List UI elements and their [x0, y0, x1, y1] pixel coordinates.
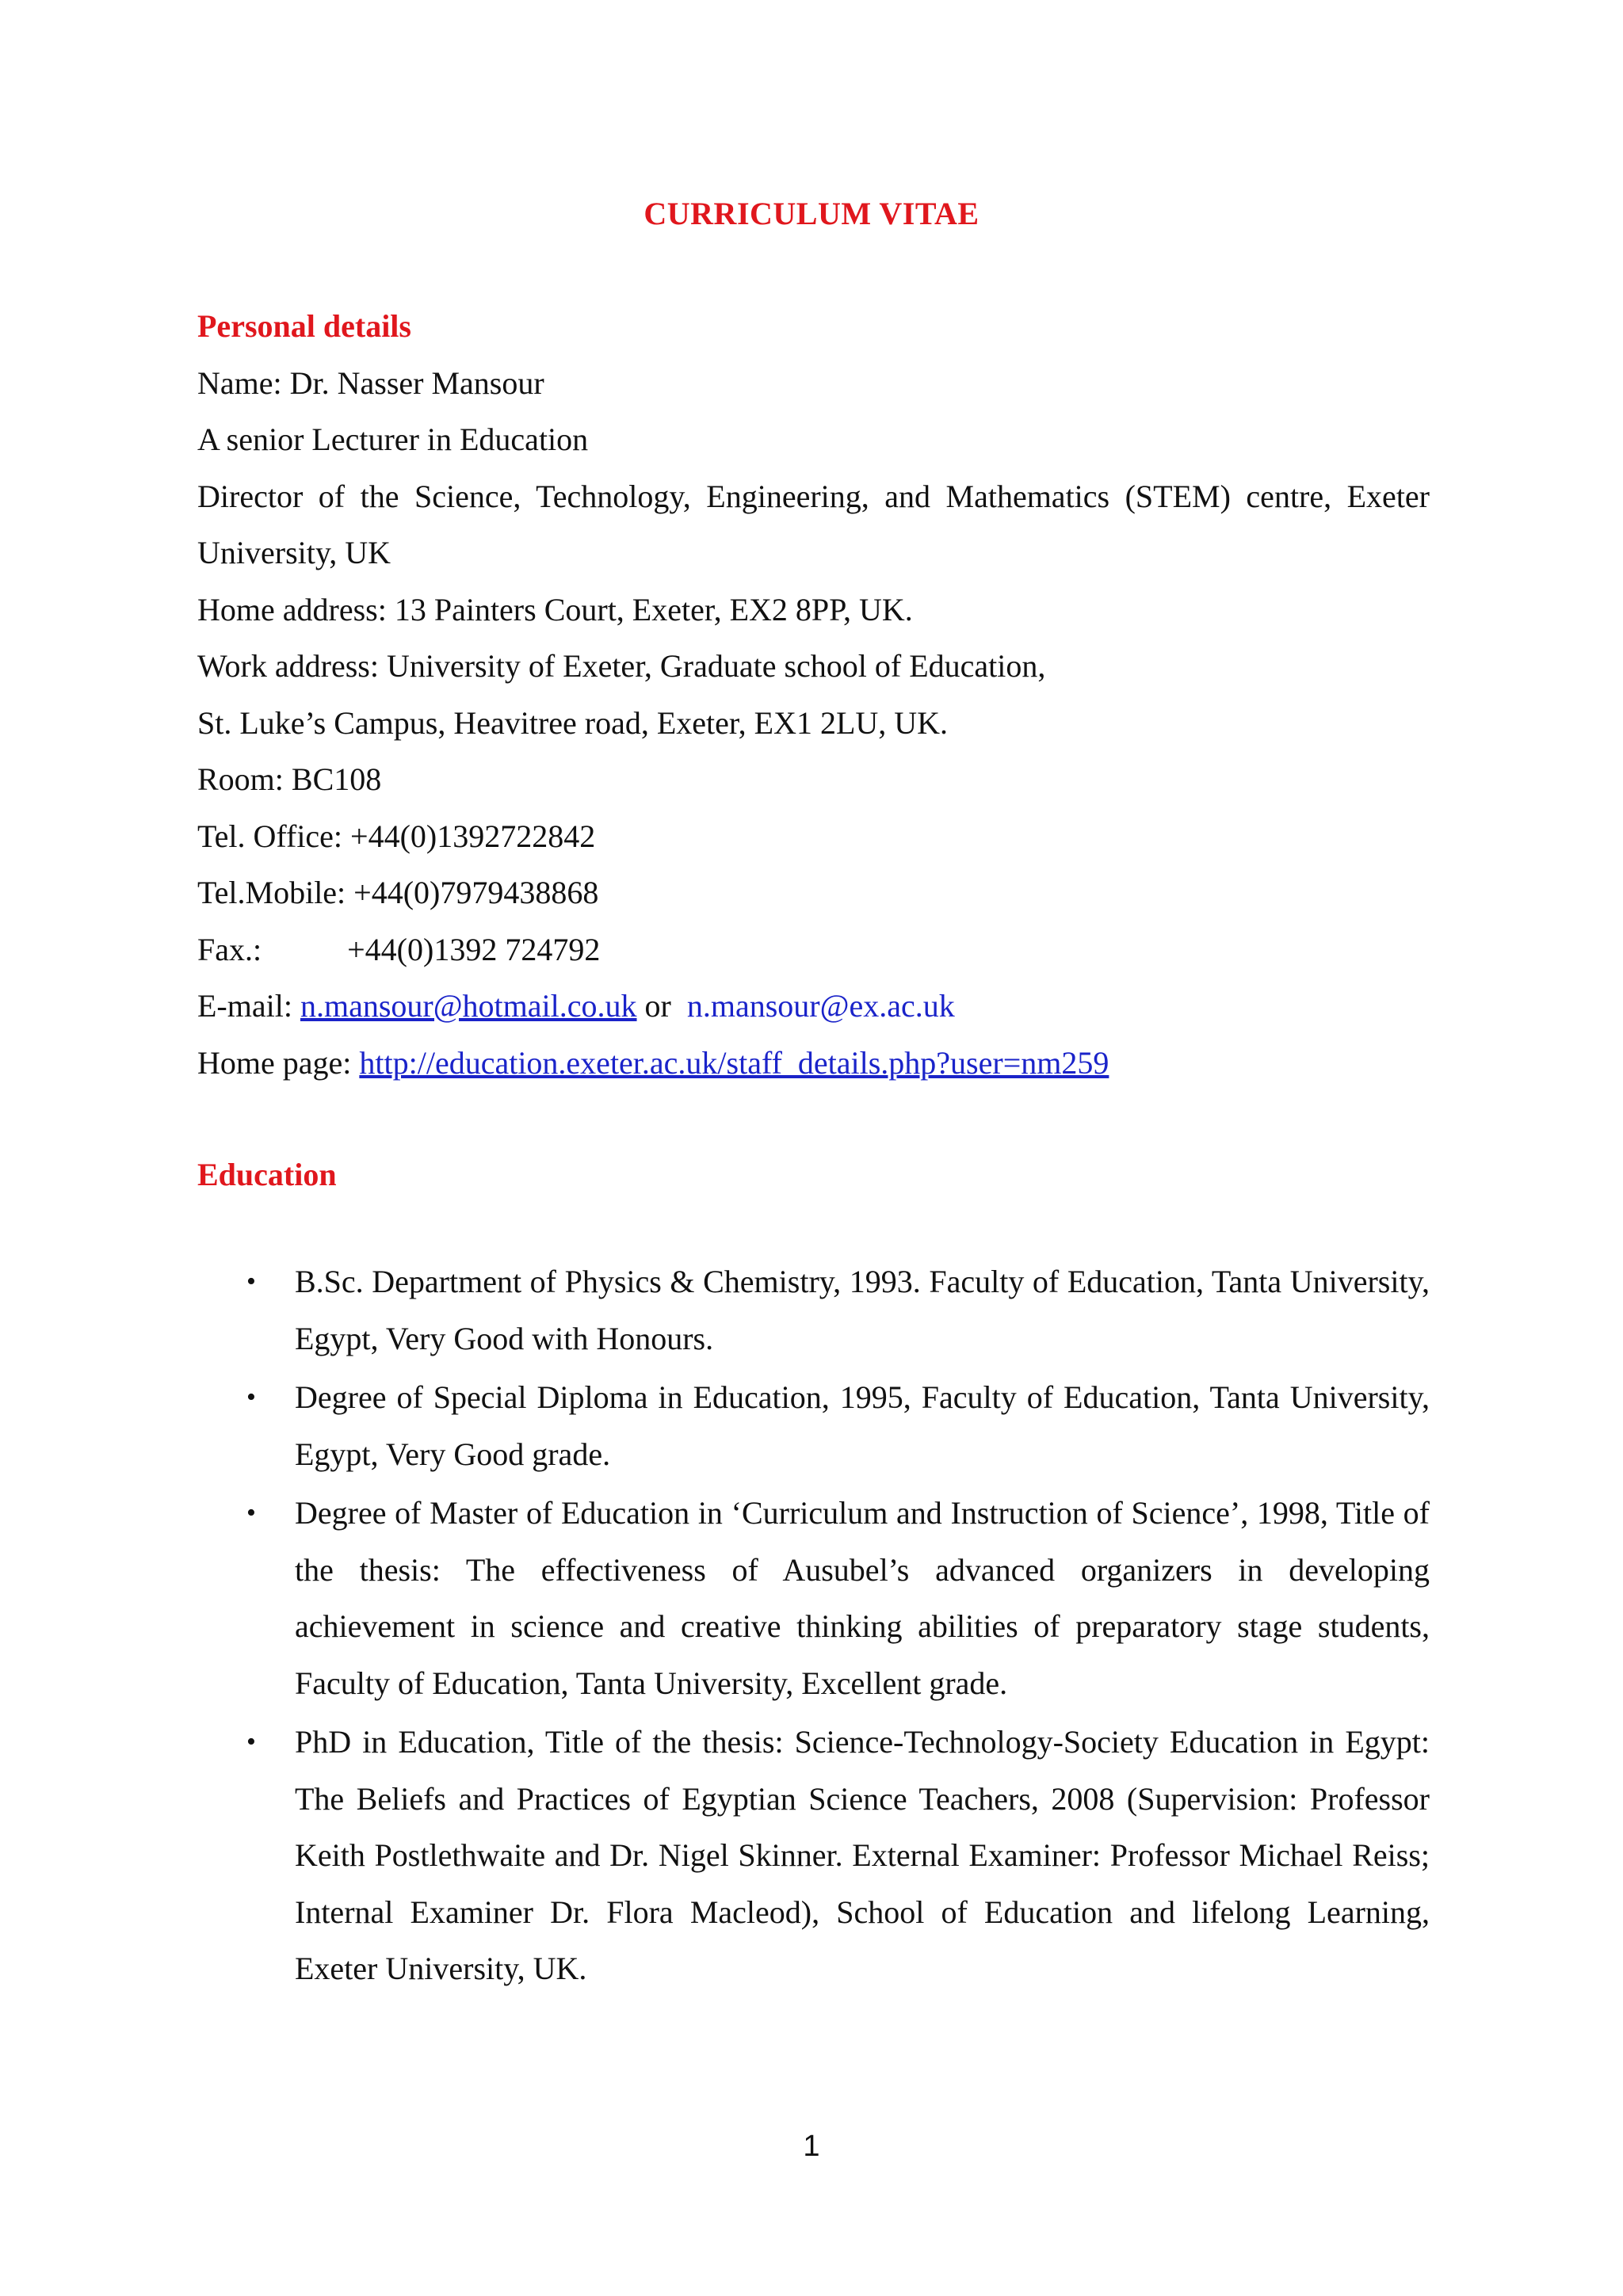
bullet-icon: • [246, 1267, 256, 1296]
education-item [197, 1369, 1430, 1482]
homepage-link[interactable]: http://education.exeter.ac.uk/staff_details.php?user=nm259 [359, 1045, 1109, 1081]
fax-value: +44(0)1392 724792 [347, 932, 601, 967]
bullet-icon: • [246, 1727, 256, 1756]
email-link-hotmail[interactable]: n.mansour@hotmail.co.uk [300, 988, 637, 1024]
education-item-text: PhD in Education, Title of the thesis: Science-Technology-Society Education in Egypt: The Beliefs and Practices of Egyptian Science Teachers, 2008 (Supervision: Professor Keith Postlethwaite and Dr. Nigel Skinner. External Examiner: Professor Michael Reiss; Internal Examiner Dr. Flora Macleod), School of Education and lifelong Learning, Exeter University, UK. [295, 1724, 1430, 1986]
tel-mobile-line: Tel.Mobile: +44(0)7979438868 [197, 875, 599, 910]
director-line-1: Director of the Science, Technology, Engineering, and Mathematics (STEM) centre, Exeter [197, 479, 1430, 514]
education-item-text: B.Sc. Department of Physics & Chemistry, 1993. Faculty of Education, Tanta University, Egypt, Very Good with Honours. [295, 1264, 1430, 1356]
education-item [197, 1253, 1430, 1367]
education-item-text: Degree of Master of Education in ‘Curriculum and Instruction of Science’, 1998, Title of the thesis: The effectiveness of Ausubel’s advanced organizers in developing achievement in science and creative thinking abilities of preparatory stage students, Faculty of Education, Tanta University, Excellent grade. [295, 1495, 1430, 1701]
education-item [197, 1714, 1430, 1997]
work-address-line-2: St. Luke’s Campus, Heavitree road, Exeter, EX1 2LU, UK. [197, 705, 949, 741]
page-number: 1 [803, 2130, 820, 2163]
education-item [197, 1485, 1430, 1711]
homepage-line [197, 1044, 1109, 1082]
education-heading: Education [197, 1157, 337, 1192]
personal-details-heading: Personal details [197, 308, 411, 344]
bullet-icon: • [246, 1383, 256, 1412]
name-line: Name: Dr. Nasser Mansour [197, 365, 544, 401]
email-label: E-mail: [197, 988, 300, 1024]
education-item-text: Degree of Special Diploma in Education, 1995, Faculty of Education, Tanta University, Egypt, Very Good grade. [295, 1379, 1430, 1472]
position-line: A senior Lecturer in Education [197, 421, 589, 457]
room-line: Room: BC108 [197, 761, 382, 797]
fax-label: Fax.: [197, 932, 262, 967]
work-address-line-1: Work address: University of Exeter, Graduate school of Education, [197, 648, 1046, 684]
tel-office-line: Tel. Office: +44(0)1392722842 [197, 818, 596, 854]
email-or-text: or [636, 988, 687, 1024]
homepage-label: Home page: [197, 1045, 360, 1081]
director-line-2: University, UK [197, 535, 391, 570]
email-line [197, 987, 955, 1025]
email-link-exeter[interactable]: n.mansour@ex.ac.uk [686, 988, 955, 1024]
document-title: CURRICULUM VITAE [643, 196, 980, 231]
education-list [197, 1253, 1430, 2000]
fax-line [197, 931, 600, 969]
home-address-line: Home address: 13 Painters Court, Exeter, EX2 8PP, UK. [197, 592, 913, 627]
bullet-icon: • [246, 1498, 256, 1527]
